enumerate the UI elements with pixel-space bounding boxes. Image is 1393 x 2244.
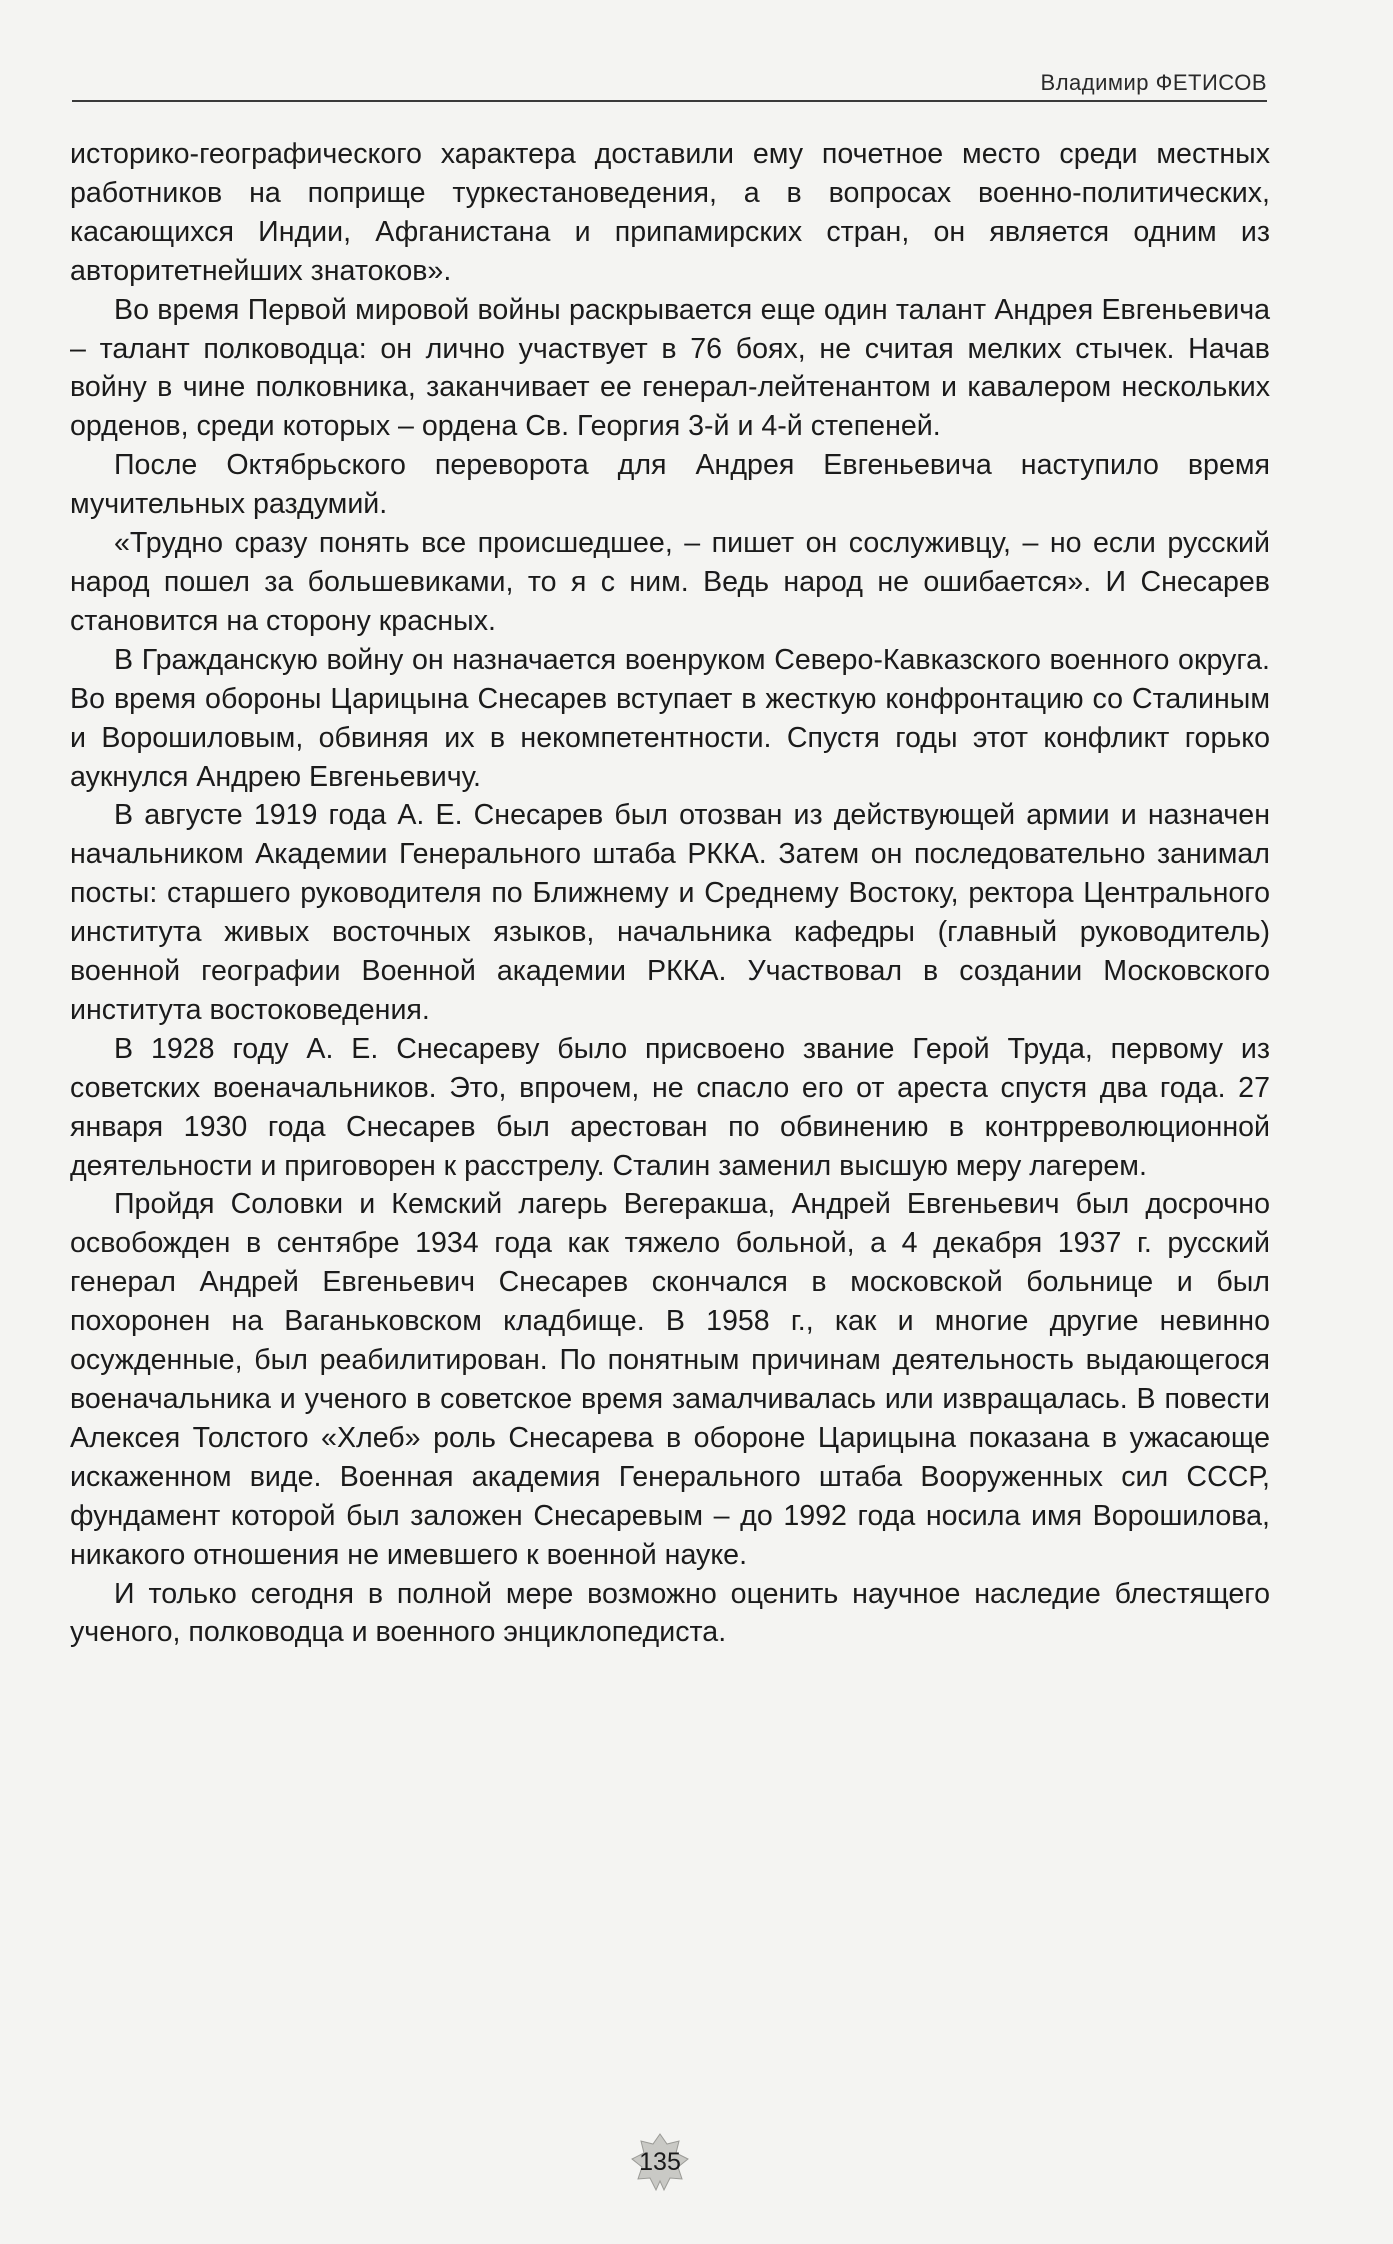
running-header-author: Владимир ФЕТИСОВ	[1040, 70, 1267, 95]
paragraph-5: В Гражданскую войну он назначается военруком Северо-Кавказского военного округа. Во время обороны Царицына Снесарев вступает в жесткую конфронтацию со Сталиным и Ворошиловым, обвиняя их в некомпетентности. Спустя годы этот конфликт горько аукнулся Андрею Евгеньевичу.	[70, 643, 1270, 793]
paragraph-1: историко-географического характера доставили ему почетное место среди местных работников на поприще туркестановедения, а в вопросах военно-политических, касающихся Индии, Афганистана и припамирских стран, он является одним из авторитетнейших знатоков».	[70, 138, 1270, 287]
page-number-badge	[630, 2132, 690, 2192]
paragraph-7: В 1928 году А. Е. Снесареву было присвоено звание Герой Труда, первому из советских военачальников. Это, впрочем, не спасло его от ареста спустя два года. 27 января 1930 года Снесарев был арестован по обвинению в контрреволюционной деятельности и приговорен к расстрелу. Сталин заменил высшую меру лагерем.	[70, 1032, 1270, 1182]
paragraph-9: И только сегодня в полной мере возможно оценить научное наследие блестящего ученого, полководца и военного энциклопедиста.	[70, 1577, 1270, 1649]
paragraph-6: В августе 1919 года А. Е. Снесарев был отозван из действующей армии и назначен начальником Академии Генерального штаба РККА. Затем он последовательно занимал посты: старшего руководителя по Ближнему и Среднему Востоку, ректора Центрального института живых восточных языков, начальника кафедры (главный руководитель) военной географии Военной академии РККА. Участвовал в создании Московского института востоковедения.	[70, 799, 1270, 1026]
running-header	[72, 64, 1267, 102]
body-text	[70, 135, 1270, 1652]
paragraph-3: После Октябрьского переворота для Андрея Евгеньевича наступило время мучительных раздумий.	[70, 449, 1270, 521]
paragraph-4: «Трудно сразу понять все происшедшее, – пишет он сослуживцу, – но если русский народ пошел за большевиками, то я с ним. Ведь народ не ошибается». И Снесарев становится на сторону красных.	[70, 527, 1270, 637]
paragraph-2: Во время Первой мировой войны раскрывается еще один талант Андрея Евгеньевича – талант полководца: он лично участвует в 76 боях, не считая мелких стычек. Начав войну в чине полковника, заканчивает ее генерал-лейтенантом и кавалером нескольких орденов, среди которых – ордена Св. Георгия 3-й и 4-й степеней.	[70, 293, 1270, 443]
paragraph-8: Пройдя Соловки и Кемский лагерь Вегеракша, Андрей Евгеньевич был досрочно освобожден в сентябре 1934 года как тяжело больной, а 4 декабря 1937 г. русский генерал Андрей Евгеньевич Снесарев скончался в московской больнице и был похоронен на Ваганьковском кладбище. В 1958 г., как и многие другие невинно осужденные, был реабилитирован. По понятным причинам деятельность выдающегося военачальника и ученого в советское время замалчивалась или извращалась. В повести Алексея Толстого «Хлеб» роль Снесарева в обороне Царицына показана в ужасающе искаженном виде. Военная академия Генерального штаба Вооруженных сил СССР, фундамент которой был заложен Снесаревым – до 1992 года носила имя Ворошилова, никакого отношения не имевшего к военной науке.	[70, 1188, 1270, 1571]
page-number: 135	[639, 2148, 681, 2176]
